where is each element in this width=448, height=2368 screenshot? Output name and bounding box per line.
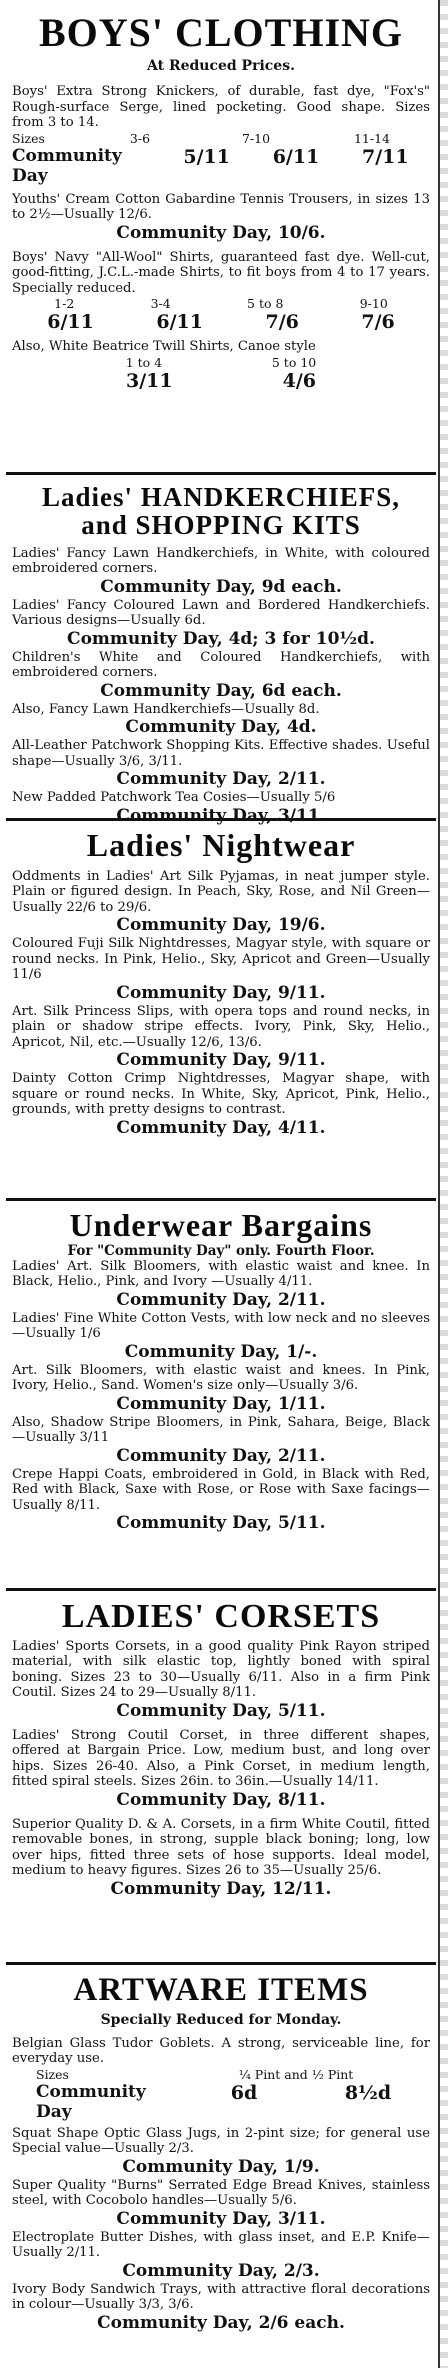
size: 1 to 4	[125, 354, 163, 370]
community-day-price: Community Day, 4d.	[125, 717, 317, 738]
size: ¼ Pint and ½ Pint	[238, 2066, 354, 2082]
item-description: Ladies' Fancy Coloured Lawn and Bordered Handkerchiefs. Various designs—Usually 6d.	[12, 597, 430, 629]
item-description: Also, Shadow Stripe Bloomers, in Pink, Sahara, Beige, Black—Usually 3/11	[12, 1414, 430, 1446]
item-description: Also, White Beatrice Twill Shirts, Canoe style	[12, 339, 316, 354]
item-description: Super Quality "Burns" Serrated Edge Bread Knives, stainless steel, with Cocobolo handles—Usually 5/6.	[12, 2177, 430, 2209]
community-day-price: Community Day, 12/11.	[110, 1878, 332, 1899]
community-day-price: Community Day, 1/11.	[116, 1393, 326, 1414]
size: 11-14	[353, 130, 391, 146]
community-day-label: Community Day	[36, 2081, 146, 2122]
item-description: Boys' Navy "All-Wool" Shirts, guaranteed fast dye. Well-cut, good-fitting, J.C.L.-made Shirts, to fit boys from 4 to 17 years. Specially reduced.	[12, 249, 430, 296]
item-description: Ladies' Art. Silk Bloomers, with elastic waist and knee. In Black, Helio., Pink, and Ivory —Usually 4/11.	[12, 1258, 430, 1290]
item-description: Children's White and Coloured Handkerchiefs, with embroidered corners.	[12, 649, 430, 681]
section-subtitle: At Reduced Prices.	[147, 58, 295, 74]
size: 3-4	[150, 296, 171, 311]
price: 8½d	[344, 2081, 392, 2104]
section-title: LADIES' CORSETS	[61, 1598, 381, 1635]
price: 6/11	[156, 311, 203, 333]
price: 3/11	[126, 369, 173, 392]
section-subtitle: For "Community Day" only. Fourth Floor.	[67, 1242, 375, 1259]
price-row	[6, 311, 436, 333]
community-day-label: Community Day	[12, 145, 122, 186]
item-description: All-Leather Patchwork Shopping Kits. Effective shades. Useful shape—Usually 3/6, 3/11.	[12, 738, 430, 769]
community-day-price: Community Day, 2/11.	[116, 1289, 326, 1310]
section-title: Underwear Bargains	[69, 1207, 373, 1243]
item-description: Art. Silk Bloomers, with elastic waist and knees. In Pink, Ivory, Helio., Sand. Women's size only—Usually 3/6.	[12, 1362, 430, 1394]
price: 7/6	[361, 311, 395, 333]
size-row	[6, 2067, 436, 2082]
section-boys-clothing	[6, 0, 436, 470]
community-day-price: Community Day, 9/11.	[116, 982, 326, 1003]
size-row	[6, 355, 436, 370]
community-day-price: Community Day, 3/11.	[116, 805, 326, 826]
item-description: Also, Fancy Lawn Handkerchiefs—Usually 8d.	[12, 701, 320, 717]
community-day-price: Community Day, 4/11.	[116, 1117, 326, 1138]
size-row	[6, 131, 436, 146]
section-corsets	[6, 1588, 436, 1960]
community-day-price: Community Day, 9d each.	[100, 576, 342, 597]
community-day-price: Community Day, 3/11.	[116, 2208, 326, 2229]
item-description: Art. Silk Princess Slips, with opera tops and round necks, in plain or shadow stripe effects. Ivory, Pink, Sky, Helio., Apricot, Nil, etc.—Usually 12/6, 13/6.	[12, 1003, 430, 1050]
price-row	[6, 2082, 436, 2122]
item-description: Superior Quality D. & A. Corsets, in a firm White Coutil, fitted removable bones, in strong, supple black boning; long, low over hips, fitted three sets of hose supports. Ideal model, medium to heavy figures. Sizes 26 to 35—Usually 25/6.	[12, 1816, 430, 1879]
sizes-label: Sizes	[12, 130, 45, 146]
item-description: Ladies' Fancy Lawn Handkerchiefs, in White, with coloured embroidered corners.	[12, 545, 430, 577]
community-day-price: Community Day, 2/3.	[122, 2260, 320, 2281]
community-day-price: Community Day, 2/11.	[116, 1445, 326, 1466]
item-description: Boys' Extra Strong Knickers, of durable, fast dye, "Fox's" Rough-surface Serge, lined pocketing. Good shape. Sizes from 3 to 14.	[12, 84, 430, 130]
item-description: Ladies' Strong Coutil Corset, in three different shapes, offered at Bargain Price. Low, medium bust, and long over hips. Sizes 26-40. Also, a Pink Corset, in medium length, fitted spiral steels. Sizes 26in. to 36in.—Usually 14/11.	[12, 1727, 430, 1790]
item-description: Electroplate Butter Dishes, with glass inset, and E.P. Knife—Usually 2/11.	[12, 2229, 430, 2261]
price-row	[6, 146, 436, 186]
item-description: Oddments in Ladies' Art Silk Pyjamas, in neat jumper style. Plain or figured design. In Peach, Sky, Rose, and Nil Green—Usually 22/6 to 29/6.	[12, 868, 430, 915]
size: 5 to 8	[247, 296, 284, 311]
size-row	[6, 296, 436, 311]
price: 6d	[230, 2081, 258, 2104]
community-day-price: Community Day, 10/6.	[116, 222, 326, 243]
section-title: Ladies' Nightwear	[86, 827, 356, 863]
section-nightwear	[6, 818, 436, 1198]
section-title-line1: Ladies' HANDKERCHIEFS,	[41, 482, 401, 512]
community-day-price: Community Day, 2/11.	[116, 769, 326, 790]
community-day-price: Community Day, 19/6.	[116, 915, 326, 936]
section-subtitle: Specially Reduced for Monday.	[100, 2011, 342, 2028]
price-row	[6, 370, 436, 392]
item-description: Youths' Cream Cotton Gabardine Tennis Trousers, in sizes 13 to 2½—Usually 12/6.	[12, 191, 430, 222]
item-description: Squat Shape Optic Glass Jugs, in 2-pint size; for general use Special value—Usually 2/3.	[12, 2125, 430, 2157]
community-day-price: Community Day, 1/9.	[122, 2156, 320, 2177]
price: 6/11	[47, 311, 94, 333]
community-day-price: Community Day, 1/-.	[124, 1341, 318, 1362]
price: 6/11	[272, 145, 320, 168]
community-day-price: Community Day, 5/11.	[116, 1700, 326, 1721]
item-description: Crepe Happi Coats, embroidered in Gold, in Black with Red, Red with Black, Saxe with Rose, or Rose with Saxe facings—Usually 8/11.	[12, 1466, 430, 1513]
price: 7/11	[362, 145, 409, 168]
section-title: ARTWARE ITEMS	[73, 1972, 369, 2008]
item-description: Ivory Body Sandwich Trays, with attractive floral decorations in colour—Usually 3/3, 3/6.	[12, 2281, 430, 2313]
community-day-price: Community Day, 2/6 each.	[97, 2312, 345, 2333]
price: 7/6	[265, 311, 299, 333]
size: 3-6	[129, 130, 151, 146]
community-day-price: Community Day, 9/11.	[116, 1050, 326, 1071]
item-description: Dainty Cotton Crimp Nightdresses, Magyar shape, with square or round necks. In White, Sky, Apricot, Pink, Helio., grounds, with pretty designs to contrast.	[12, 1071, 430, 1118]
advertisement-page	[6, 0, 442, 2368]
section-underwear	[6, 1198, 436, 1586]
section-title: BOYS' CLOTHING	[38, 10, 404, 55]
community-day-price: Community Day, 8/11.	[116, 1789, 326, 1810]
item-description: Belgian Glass Tudor Goblets. A strong, serviceable line, for everyday use.	[12, 2035, 430, 2067]
item-description: Ladies' Sports Corsets, in a good quality Pink Rayon striped material, with silk elastic top, lightly boned with spiral boning. Sizes 23 to 30—Usually 6/11. Also in a firm Pink Coutil. Sizes 24 to 29—Usually 8/11.	[12, 1638, 430, 1701]
price: 5/11	[183, 145, 230, 168]
community-day-price: Community Day, 6d each.	[100, 680, 342, 701]
item-description: New Padded Patchwork Tea Cosies—Usually 5/6	[12, 790, 336, 806]
sizes-label: Sizes	[36, 2066, 69, 2082]
size: 7-10	[241, 130, 271, 146]
section-artware	[6, 1962, 436, 2368]
item-description: Ladies' Fine White Cotton Vests, with low neck and no sleeves—Usually 1/6	[12, 1310, 430, 1342]
section-handkerchiefs	[6, 472, 436, 826]
community-day-price: Community Day, 5/11.	[116, 1513, 326, 1534]
size: 5 to 10	[271, 354, 317, 370]
section-title-line2: and SHOPPING KITS	[81, 510, 361, 541]
page-edge-border	[438, 0, 448, 2368]
size: 9-10	[359, 296, 388, 311]
size: 1-2	[54, 296, 75, 311]
price: 4/6	[282, 369, 316, 392]
item-description: Coloured Fuji Silk Nightdresses, Magyar style, with square or round necks. In Pink, Helio., Sky, Apricot and Green—Usually 11/6	[12, 936, 430, 983]
community-day-price: Community Day, 4d; 3 for 10½d.	[67, 628, 375, 649]
